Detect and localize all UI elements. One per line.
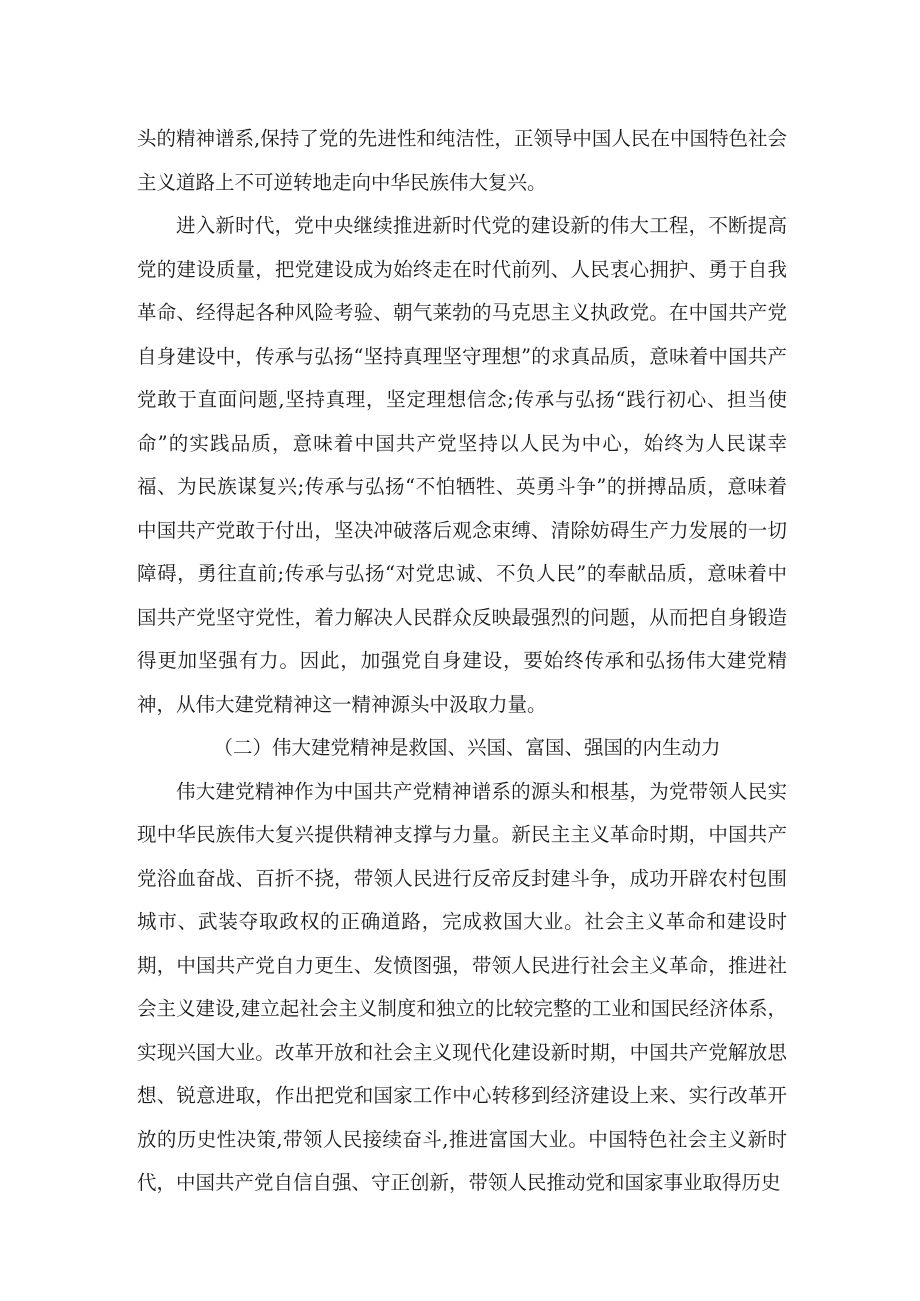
paragraph-party-building: 进入新时代，党中央继续推进新时代党的建设新的伟大工程，不断提高党的建设质量，把党建设成为始终走在时代前列、人民衷心拥护、勇于自我革命、经得起各种风险考验、朝气莱勃的马克思主义执政党。在中国共产党自身建设中，传承与弘扬“坚持真理坚守理想”的求真品质，意味着中国共产党敢于直面问题,坚持真理，坚定理想信念;传承与弘扬“践行初心、担当使命”的实践品质，意味着中国共产党坚持以人民为中心，始终为人民谋幸福、为民族谋复兴;传承与弘扬“不怕牺牲、英勇斗争”的拼搏品质，意味着中国共产党敢于付出，坚决冲破落后观念束缚、清除妨碍生产力发展的一切障碍，勇往直前;传承与弘扬“对党忠诚、不负人民”的奉献品质，意味着中国共产党坚守党性，着力解决人民群众反映最强烈的问题，从而把自身锻造得更加坚强有力。因此，加强党自身建设，要始终传承和弘扬伟大建党精神，从伟大建党精神这一精神源头中汲取力量。 <box>137 214 787 716</box>
paragraph-inner-driving-force: 伟大建党精神作为中国共产党精神谱系的源头和根基，为党带领人民实现中华民族伟大复兴提供精神支撑与力量。新民主主义革命时期，中国共产党浴血奋战、百折不挠，带领人民进行反帝反封建斗争，成功开辟农村包围城市、武装夺取政权的正确道路，完成救国大业。社会主义革命和建设时期，中国共产党自力更生、发愤图强，带领人民进行社会主义革命，推进社会主义建设,建立起社会主义制度和独立的比较完整的工业和国民经济体系，实现兴国大业。改革开放和社会主义现代化建设新时期，中国共产党解放思想、锐意进取，作出把党和国家工作中心转移到经济建设上来、实行改革开放的历史性决策,带领人民接续奋斗,推进富国大业。中国特色社会主义新时代，中国共产党自信自强、守正创新，带领人民推动党和国家事业取得历史 <box>137 779 787 1194</box>
section-subheading: （二）伟大建党精神是救国、兴国、富国、强国的内生动力 <box>213 736 721 759</box>
paragraph-continuation: 头的精神谱系,保持了党的先进性和纯洁性，正领导中国人民在中国特色社会主义道路上不可逆转地走向中华民族伟大复兴。 <box>137 127 787 194</box>
document-body <box>137 117 787 1205</box>
